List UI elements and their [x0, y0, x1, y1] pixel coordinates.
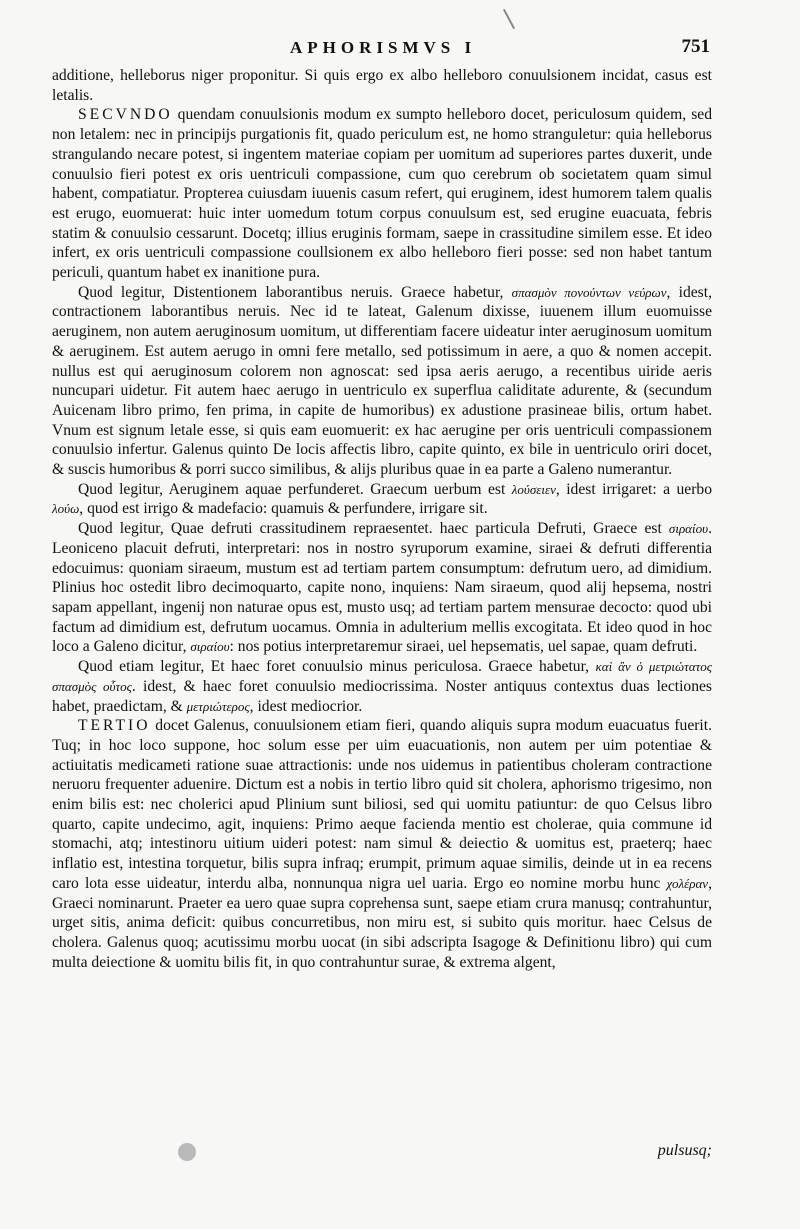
- ink-blot: [178, 1143, 196, 1161]
- text-run: , idest irrigaret: a uerbo: [555, 480, 712, 498]
- text-run: , idest mediocrior.: [249, 697, 363, 715]
- text-run: docet Galenus, conuulsionem etiam fieri, quando aliquis supra modum euacuatus fuerit. Tuq; in hoc loco suppone, hoc solum esse per uim euacuationis, non autem per uim potentiae & actiuitatis medicameti ratione suae attractionis: unde nos uidemus in patientibus choleram contractione neruoru frequenter aduenire. Dictum est a nobis in tertio libro quid sit cholera, aphorismo trigesimo, non enim bilis est: nec cholerici apud Plinium sunt biliosi, sed qui uomitu patiuntur: de quo Celsus libro quarto, capite undecimo, agit, inquiens: Primo aeque facienda mentio est cholerae, quia commune id stomachi, atq; intestinoru uitium uideri potest: nam simul & deiectio & uomitus est, praeterq; haec inflatio est, intestina torquetur, bilis supra infraq; erumpit, primum aquae similis, deinde ut in ea recens caro lota esse uideatur, interdu alba, nonnunqua nigra uel uaria. Ergo eo nomine morbu hunc: [52, 717, 712, 892]
- text-run: Quod etiam legitur, Et haec foret conuulsio minus periculosa. Graece habetur,: [78, 658, 596, 676]
- text-run: : nos potius interpretaremur siraei, uel hepsematis, uel sapae, quam defruti.: [229, 638, 698, 656]
- section-opener: SECVNDO: [78, 106, 173, 124]
- ink-stroke: [503, 9, 515, 29]
- greek-term: χολέραν: [666, 875, 709, 891]
- page-number: 751: [681, 36, 710, 57]
- catchword: pulsusq;: [657, 1142, 712, 1159]
- paragraph: [52, 105, 712, 282]
- page-header: [290, 38, 710, 62]
- paragraph: [52, 657, 712, 716]
- text-run: Quod legitur, Quae defruti crassitudinem repraesentet. haec particula Defruti, Graece est: [78, 520, 669, 538]
- section-opener: TERTIO: [78, 717, 151, 735]
- greek-term: καὶ ἂν ὁ μετριώτατος σπασμὸς οὗτος: [52, 659, 712, 694]
- greek-term: σπασμὸν πονούντων νεύρων: [511, 284, 667, 300]
- paragraph: [52, 480, 712, 519]
- text-run: . idest, & haec foret conuulsio mediocrissima. Noster antiquus contextus duas lectiones habet, praedictam, &: [52, 677, 712, 715]
- running-title: APHORISMVS I: [290, 38, 477, 57]
- paragraph: [52, 519, 712, 657]
- text-run: , Graeci nominarunt. Praeter ea uero quae supra coprehensa sunt, saepe etiam crura manusq; contrahuntur, urget sitis, anima deficit: quibus concurretibus, non miru est, si subito quis moritur. haec Celsus de cholera. Galenus quoq; acutissimu morbu uocat (in sibi adscripta Isagoge & Definitionu libro) qui cum multa deiectione & uomitu bilis fit, in quo contrahuntur surae, & extrema algent,: [52, 874, 712, 971]
- body-text: [52, 66, 712, 972]
- greek-term: σιραίου: [668, 521, 709, 537]
- greek-term: λούσειεν: [511, 481, 556, 497]
- paragraph: [52, 283, 712, 480]
- text-run: additione, helleborus niger proponitur. Si quis ergo ex albo helleboro conuulsionem incidat, casus est letalis.: [52, 67, 712, 104]
- text-run: . Leoniceno placuit defruti, interpretari: nos in nostro syruporum examine, siraei & defruti differentia edocuimus: quoniam siraeum, mustum est ad tertiam partem consumptum: defrutum uero, ad dimidium. Plinius hoc ostedit libro decimoquarto, capite nono, inquiens: Nam siraeum, quod alij hepsema, nostri sapam appellant, ingenij non naturae opus est, musto usq; ad tertiam partem mensurae decocto: quod ubi factum ad dimidium est, defrutum uocamus. Omnia in adulterium mellis excogitata. Et ideo quod in hoc loco a Galeno dicitur,: [52, 520, 712, 656]
- text-run: quendam conuulsionis modum ex sumpto helleboro docet, periculosum quidem, sed non letalem: nec in principijs purgationis fit, quado periculum est, ne homo stranguletur: quia helleborus strangulando necare potest, si ingentem materiae copiam per uomitum ad superiores partes duxerit, unde conuulsio fieri potest ex oris uentriculi compassione, cum quo cerebrum ob societatem quam simul habent, compatiatur. Propterea cuiusdam iuuenis casum refert, qui eruginem, idest humorem talem qualis est erugo, euomuerat: huic inter uomedum totum corpus conuulsum est, sed erugine euacuata, febris statim & conuulsio cessarunt. Docetq; illius eruginis formam, saepe in crassitudine similem esse. Et ideo infert, ex oris uentriculi compassione coullsionem ex albo helleboro fieri posse: sed non habet tantum periculi, quantum habet ex inanitione pura.: [52, 106, 712, 282]
- text-run: , quod est irrigo & madefacio: quamuis & perfundere, irrigare sit.: [79, 500, 488, 518]
- text-run: Quod legitur, Aeruginem aquae perfunderet. Graecum uerbum est: [78, 480, 512, 498]
- greek-term: μετριώτερος: [186, 698, 250, 714]
- text-run: Quod legitur, Distentionem laborantibus neruis. Graece habetur,: [78, 283, 512, 301]
- paragraph: [52, 716, 712, 972]
- text-run: , idest, contractionem laborantibus neruis. Nec id te lateat, Galenum dixisse, iuuenem illum euomuisse aeruginem, non autem aeruginosum uomitum, ut differentiam facere uideatur inter aeruginosum uomitum & aeruginem. Est autem aerugo in omni fere metallo, sed potissimum in aere, a quo & nomen accepit. nullus est qui aeruginosum colorem non agnoscat: sed ipsa aeris aerugo, a recentibus uiride aeris nuncupari uidetur. Fit autem haec aerugo in uentriculo ex superflua caliditate adurente, & (secundum Auicenam libro primo, fen prima, in capite de humoribus) ex adustione prasineae bilis, ortum habet. Vnum est signum letale esse, si quis eam euomuerit: ex hac aerugine per oris uentriculi compassionem conuulsio infertur. Galenus quinto De locis affectis libro, capite quinto, ex bile in uentriculo oriri docet, & suscis humoribus & porri succo similibus, & alijs pluribus quae in ea parte a Galeno numerantur.: [52, 283, 712, 479]
- greek-term: σιραίου: [190, 639, 230, 655]
- greek-term: λούω: [52, 501, 80, 517]
- paragraph: [52, 66, 712, 105]
